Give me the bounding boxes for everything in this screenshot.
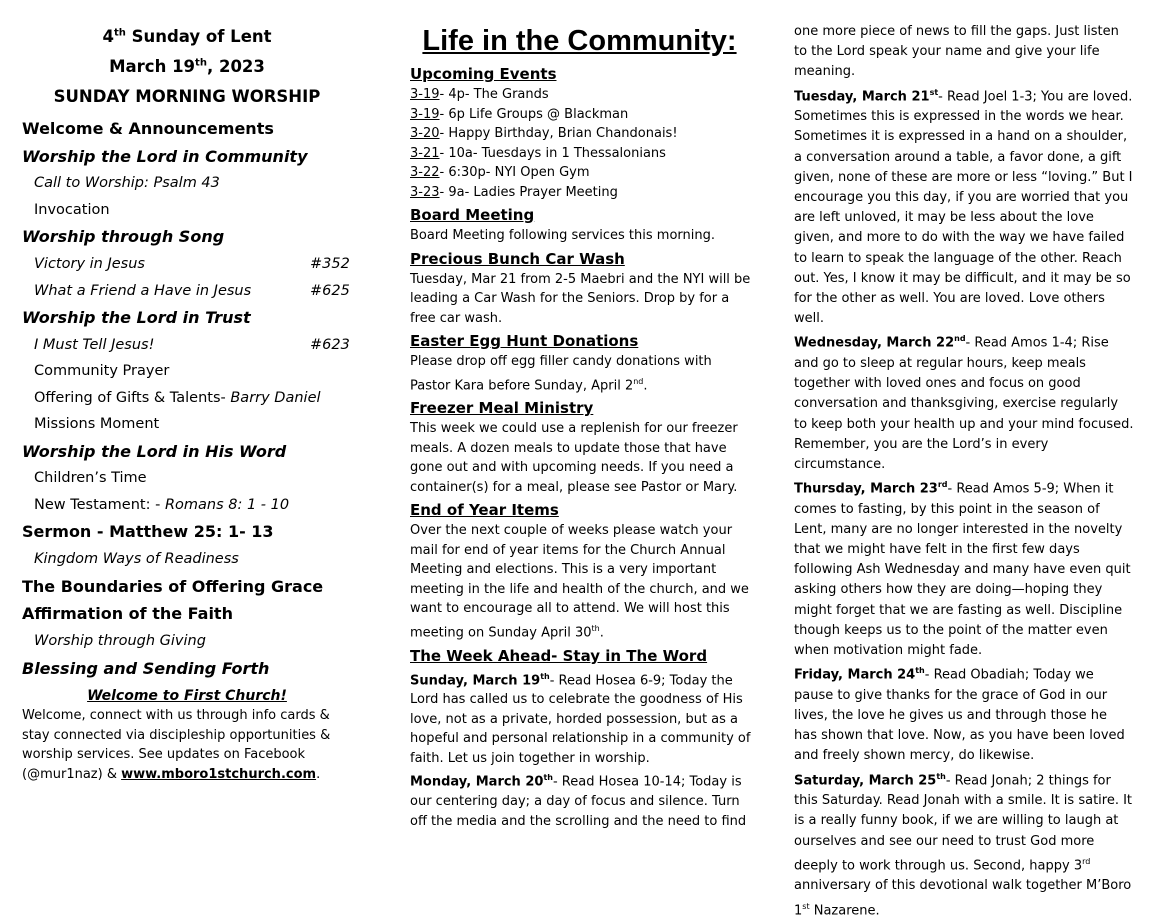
community-column: [410, 0, 755, 831]
devotional-thursday: Thursday, March 23rd- Read Amos 5-9; When it comes to fasting, by this point in the season of Lent, many are no longer interested in the novelty that we might have felt in the first few days following Ash Wednesday and many have even quit asking others how they are doing—hoping they might forget that we are fasting as well. Discipline though keeps us to the point of the matter even when motivation might fade.: [794, 480, 1131, 659]
board-text: Board Meeting following services this morning.: [410, 228, 715, 243]
events-list: [410, 85, 755, 202]
section-word: Worship the Lord in His Word: [22, 441, 287, 461]
item-call-to-worship: Call to Worship: Psalm 43: [34, 175, 220, 192]
devotional-sunday: Sunday, March 19th- Read Hosea 6-9; Today the Lord has called us to celebrate the goodness of His love, not as a private, horded possession, but as a hopeful and personal relationship in a community of faith. Let us join together in worship.: [410, 671, 751, 766]
easter-text: Please drop off egg filler candy donations with Pastor Kara before Sunday, April 2nd.: [410, 354, 712, 393]
devotional-tuesday: Tuesday, March 21st- Read Joel 1-3; You are loved. Sometimes this is expressed in the words we hear. Sometimes it is expressed in a hand on a shoulder, a conversation around a table, a favor done, a gift given, none of these are more or less “loving.” But I encourage you this day, if you are worried that you are left unloved, it may be less about the love given, and more to do with the way we have failed to learn to speak the language of the other. Reach out. Yes, I know it may be difficult, and it may be so for the other as well. You are loved. Love others well.: [794, 87, 1133, 327]
website-link[interactable]: www.mboro1stchurch.com: [121, 766, 317, 782]
section-boundaries: The Boundaries of Offering Grace: [22, 576, 324, 596]
item-new-testament: New Testament: - Romans 8: 1 - 10: [34, 496, 290, 513]
event-item: 3-19- 4p- The Grands: [410, 87, 549, 102]
item-missions: Missions Moment: [34, 416, 160, 433]
section-blessing: Blessing and Sending Forth: [22, 658, 270, 678]
freezer-heading: Freezer Meal Ministry: [410, 399, 594, 418]
item-prayer: Community Prayer: [34, 363, 170, 380]
carwash-heading: Precious Bunch Car Wash: [410, 249, 625, 268]
service-title: 4th Sunday of Lent: [102, 27, 272, 46]
section-affirmation: Affirmation of the Faith: [22, 604, 233, 624]
devotional-monday-continued: one more piece of news to fill the gaps. Just listen to the Lord speak your name and give your life meaning.: [794, 24, 1119, 80]
devotional-monday: Monday, March 20th- Read Hosea 10-14; Today is our centering day; a day of focus and silence. Turn off the media and the scrolling and the need to find: [410, 773, 747, 829]
event-item: 3-23- 9a- Ladies Prayer Meeting: [410, 184, 618, 200]
item-offering: Offering of Gifts & Talents- Barry Daniel: [34, 389, 321, 406]
service-heading: SUNDAY MORNING WORSHIP: [53, 87, 321, 106]
item-hymn: Victory in Jesus #352: [34, 256, 350, 273]
event-item: 3-19- 6p Life Groups @ Blackman: [410, 106, 629, 122]
event-item: 3-21- 10a- Tuesdays in 1 Thessalonians: [410, 145, 666, 161]
order-of-worship: [22, 0, 352, 784]
week-heading: The Week Ahead- Stay in The Word: [410, 646, 708, 665]
freezer-text: This week we could use a replenish for our freezer meals. A dozen meals to update those that have gone out and with upcoming needs. If you need a container(s) for a meal, please see Pastor or Mary.: [410, 421, 738, 495]
page-title: Life in the Community:: [422, 25, 737, 57]
devotional-saturday: Saturday, March 25th- Read Jonah; 2 things for this Saturday. Read Jonah with a smile. It is satire. It is a really funny book, if we are willing to laugh at ourselves and see our need to trust God more deeply to work through us. Second, happy 3rd anniversary of this devotional walk together M’Boro 1st Nazarene.: [794, 771, 1133, 918]
eoy-heading: End of Year Items: [410, 501, 559, 520]
item-sermon-subtitle: Kingdom Ways of Readiness: [34, 551, 239, 568]
devotional-wednesday: Wednesday, March 22nd- Read Amos 1-4; Rise and go to sleep at regular hours, keep meals together with loved ones and focus on good conversation and thanksgiving, exercise regularly to keep both your health up and your mind focused. Remember, you are the Lord’s in every circumstance.: [794, 334, 1134, 472]
section-community: Worship the Lord in Community: [22, 146, 308, 166]
eoy-text: Over the next couple of weeks please watch your mail for end of year items for the Church Annual Meeting and elections. This is a very important meeting in the life and health of the church, and we want to encourage all to attend. We will host this meeting on Sunday April 30th.: [410, 523, 749, 641]
upcoming-heading: Upcoming Events: [410, 65, 557, 83]
carwash-text: Tuesday, Mar 21 from 2-5 Maebri and the NYI will be leading a Car Wash for the Seniors. Drop by for a free car wash.: [410, 271, 751, 326]
event-item: 3-22- 6:30p- NYI Open Gym: [410, 165, 590, 180]
section-welcome: Welcome & Announcements: [22, 119, 274, 138]
item-giving: Worship through Giving: [34, 633, 206, 649]
welcome-heading: Welcome to First Church!: [87, 688, 287, 705]
welcome-text: Welcome, connect with us through info cards & stay connected via discipleship opportunities & worship services. See updates on Facebook (@mur1naz) & www.mboro1stchurch.com.: [22, 708, 331, 782]
item-invocation: Invocation: [34, 201, 110, 218]
section-sermon: Sermon - Matthew 25: 1- 13: [22, 522, 274, 542]
event-item: 3-20- Happy Birthday, Brian Chandonais!: [410, 126, 678, 141]
section-trust: Worship the Lord in Trust: [22, 308, 251, 328]
devotional-column: [794, 0, 1134, 921]
item-hymn: I Must Tell Jesus! #623: [34, 336, 350, 353]
item-hymn: What a Friend a Have in Jesus #625: [34, 282, 350, 299]
service-date: March 19th, 2023: [109, 57, 265, 76]
easter-heading: Easter Egg Hunt Donations: [410, 332, 639, 350]
item-childrens-time: Children’s Time: [34, 470, 147, 487]
board-heading: Board Meeting: [410, 206, 535, 224]
devotional-friday: Friday, March 24th- Read Obadiah; Today we pause to give thanks for the grace of God in our lives, the love he gives us and through those he has shown that love. Now, as you have been loved and freely shown mercy, do likewise.: [794, 666, 1125, 764]
section-song: Worship through Song: [22, 227, 225, 247]
